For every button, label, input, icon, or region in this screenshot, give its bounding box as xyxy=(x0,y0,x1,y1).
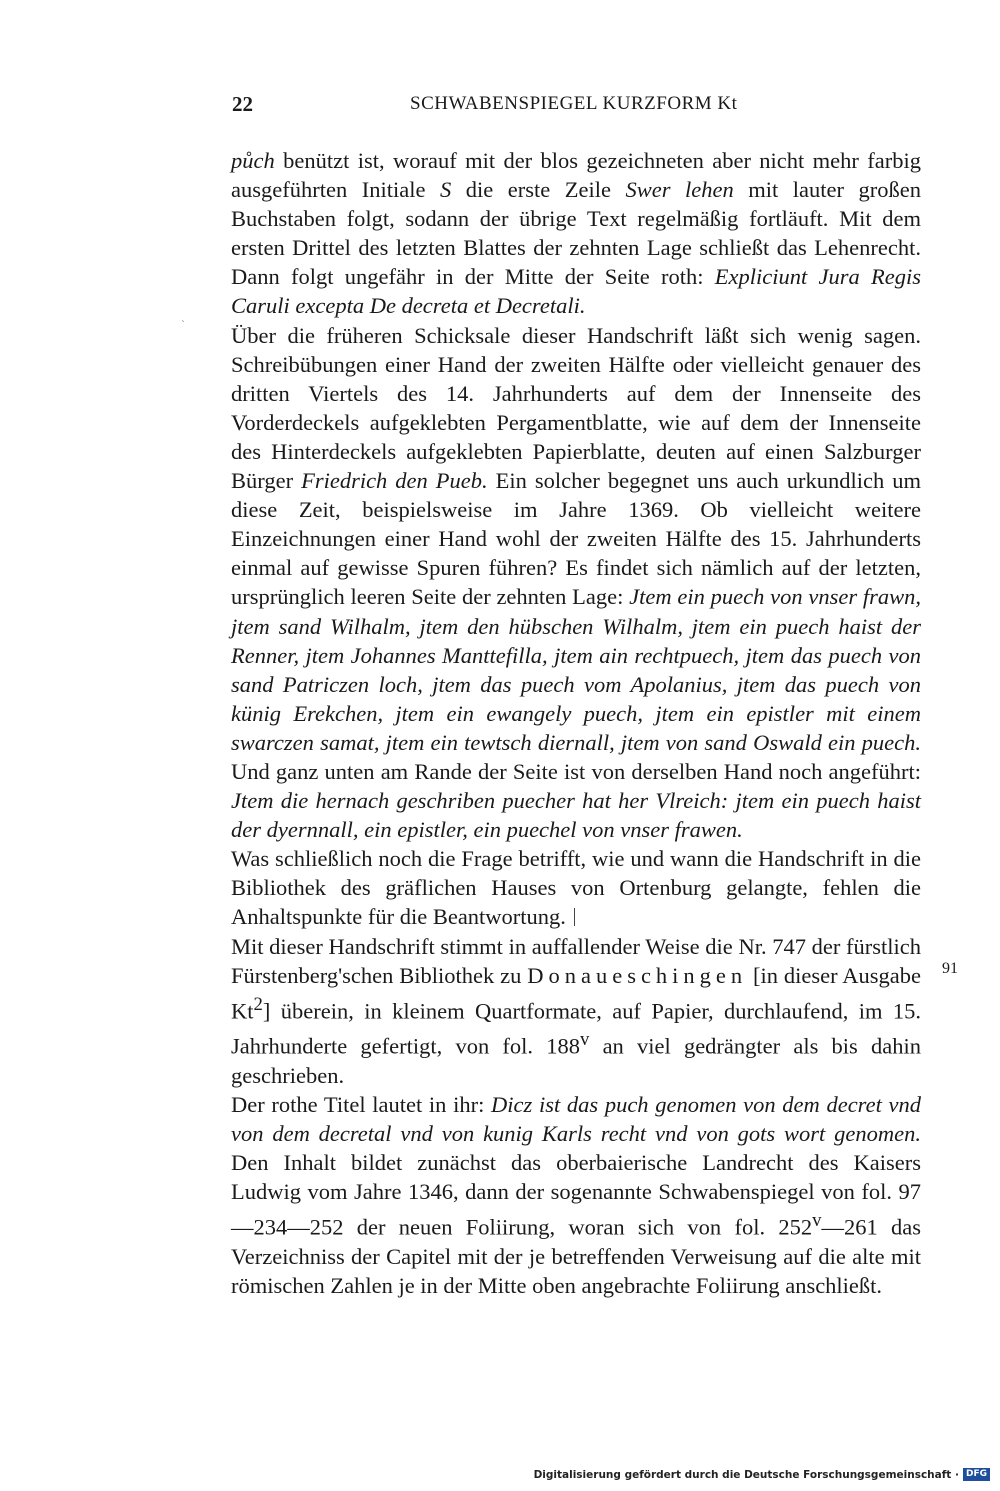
italic-span: Swer lehen xyxy=(625,177,734,203)
page-number: 22 xyxy=(232,92,253,116)
dfg-logo: DFG xyxy=(963,1468,990,1481)
text-span: benützt ist, worauf mit der blos gezeichneten aber nicht mehr farbig ausgeführten Initiale xyxy=(231,148,921,203)
italic-span: S xyxy=(439,177,452,203)
reference-mark xyxy=(574,908,575,926)
margin-note-number: 91 xyxy=(942,960,958,977)
paragraph-3 xyxy=(231,844,921,931)
text-span: Über die früheren Schicksale dieser Handschrift läßt sich wenig sagen. Schreibübungen einer Hand der zweiten Hälfte oder vielleicht genauer des dritten Viertels des 14. Jahrhunderts auf dem der Innenseite des Vorderdeckels aufgeklebten Pergamentblatte, wie auf dem der Innenseite des Hinterdeckels aufgeklebten Papierblatte, deuten auf einen Salzburger Bürger xyxy=(231,322,921,494)
text-span: an viel gedrängter als bis dahin geschrieben. xyxy=(231,1033,921,1088)
text-span: Den Inhalt bildet zunächst das oberbaierische Landrecht des Kaisers Ludwig vom Jahre 1346, dann der sogenannte Schwabenspiegel von fol. 97—234—252 der neuen Foliirung, woran sich von fol. 252 xyxy=(231,1150,921,1240)
italic-span: Expliciunt Jura Regis Caruli excepta De decreta et Decretali. xyxy=(231,264,921,319)
spaced-place-name: Donaueschingen xyxy=(527,962,748,988)
italic-span: Jtem die hernach geschriben puecher hat her Vlreich: jtem ein puech haist der dyernnall, ein epistler, ein puechel von vnser frawen. xyxy=(231,788,921,843)
italic-span: půch xyxy=(231,148,275,173)
text-span: Und ganz unten am Rande der Seite ist von derselben Hand noch angeführt: xyxy=(231,758,921,784)
text-span: ] überein, in kleinem Quartformate, auf Papier, durchlaufend, im 15. Jahrhunderte gefertigt, von fol. 188 xyxy=(231,998,921,1059)
text-span: Was schließlich noch die Frage betrifft, wie und wann die Handschrift in die Bibliothek des gräflichen Hauses von Ortenburg gelangte, fehlen die Anhaltspunkte für die Beantwortung. xyxy=(231,846,921,930)
digitization-credit xyxy=(534,1468,990,1481)
italic-span: Dicz ist das puch genomen von dem decret vnd von dem decretal vnd von kunig Karls recht vnd von gots wort genomen. xyxy=(231,1092,921,1147)
text-span: die erste Zeile xyxy=(451,177,626,203)
superscript: v xyxy=(579,1029,590,1051)
superscript: 2 xyxy=(253,993,263,1015)
body-text xyxy=(231,146,921,1300)
text-span: Der rothe Titel lautet in ihr: xyxy=(231,1092,492,1117)
italic-span: Friedrich den Pueb. xyxy=(301,468,488,494)
text-span: Ein solcher begegnet uns auch urkundlich um diese Zeit, beispielsweise im Jahre 1369. Ob vielleicht weitere Einzeichnungen einer Hand wohl der zweiten Hälfte des 15. Jahrhunderts einmal auf gewisse Spuren führen? Es findet sich nämlich auf der letzten, ursprünglich leeren Seite der zehnten Lage: xyxy=(231,468,921,610)
paragraph-1 xyxy=(231,146,921,321)
text-span: Mit dieser Handschrift stimmt in auffallender Weise die Nr. 747 der fürstlich Fürstenberg'schen Bibliothek zu xyxy=(231,933,921,988)
running-head: SCHWABENSPIEGEL KURZFORM Kt xyxy=(410,93,738,114)
text-span: mit lauter großen Buchstaben folgt, sodann der übrige Text regelmäßig fortläuft. Mit dem ersten Drittel des letzten Blattes der zehnten Lage schließt das Lehenrecht. Dann folgt ungefähr in der Mitte der Seite roth: xyxy=(231,177,921,290)
credit-text: Digitalisierung gefördert durch die Deutsche Forschungsgemeinschaft · xyxy=(533,1468,959,1481)
stray-mark: ` xyxy=(181,320,186,331)
paragraph-5 xyxy=(231,1090,921,1300)
italic-span: Jtem ein puech von vnser frawn, jtem sand Wilhalm, jtem den hübschen Wilhalm, jtem ein puech haist der Renner, jtem Johannes Manttefilla, jtem ain rechtpuech, jtem das puech von sand Patriczen loch, jtem das puech vom Apolanius, jtem das puech von künig Erekchen, jtem ein ewangely puech, jtem ein epistler mit einem swarczen samat, jtem ein tewtsch diernall, jtem von sand Oswald ein puech. xyxy=(231,584,922,755)
paragraph-4 xyxy=(231,932,921,1090)
text-span: [in dieser Ausgabe Kt xyxy=(231,962,921,1024)
paragraph-2 xyxy=(231,321,921,845)
text-span: —261 das Verzeichniss der Capitel mit der je betreffenden Verweisung auf die alte mit römischen Zahlen je in der Mitte oben angebrachte Foliirung anschließt. xyxy=(231,1214,921,1299)
superscript: v xyxy=(812,1210,822,1232)
